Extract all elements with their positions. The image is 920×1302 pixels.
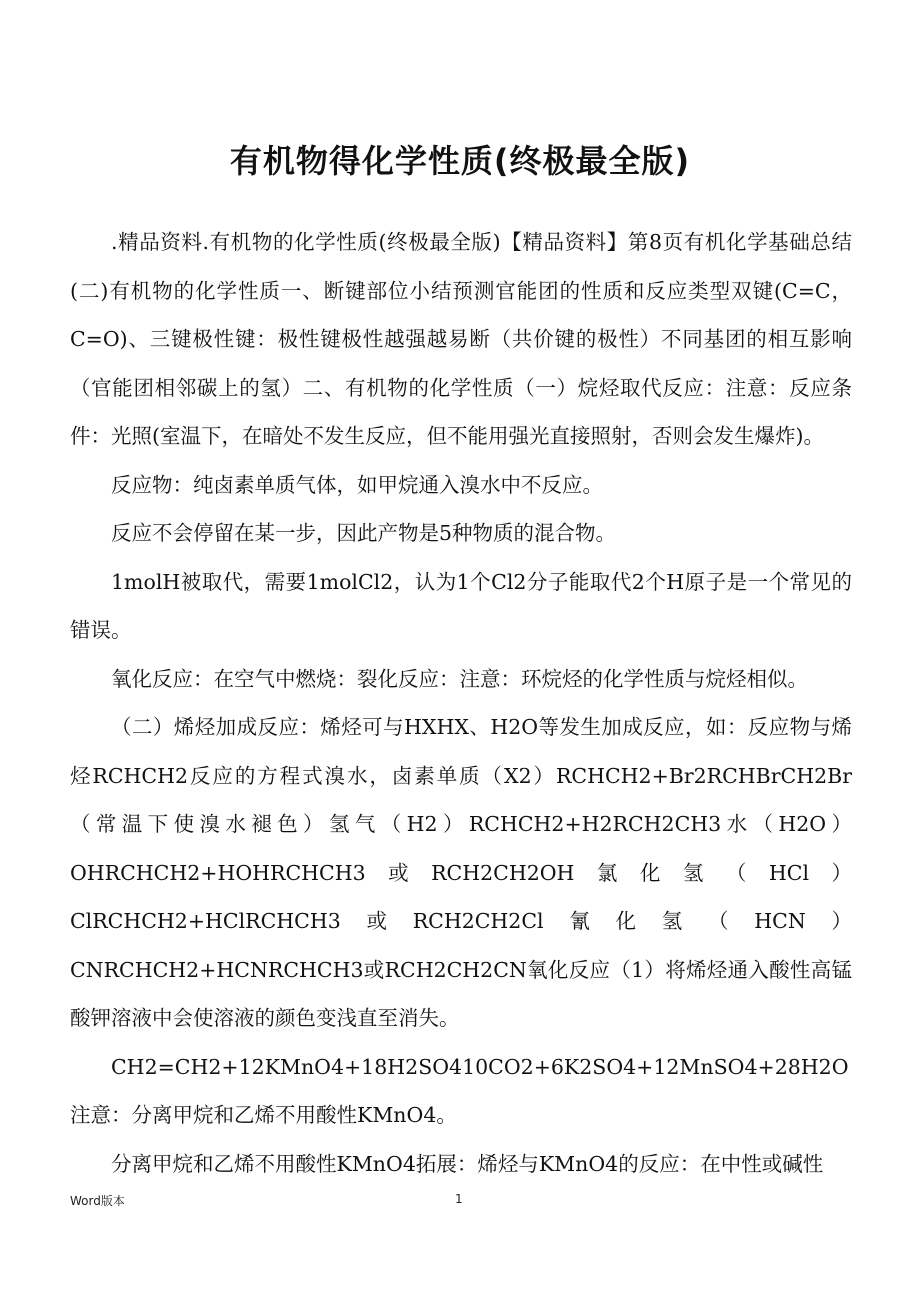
paragraph: 氧化反应：在空气中燃烧：裂化反应：注意：环烷烃的化学性质与烷烃相似。 [111,666,808,691]
document-body [70,218,852,1188]
footer-label: Word版本 [70,1194,125,1208]
page-number: 1 [455,1192,463,1206]
document-title: 有机物得化学性质(终极最全版) [229,142,691,180]
paragraph: 反应不会停留在某一步，因此产物是5种物质的混合物。 [111,521,617,545]
paragraph: .精品资料.有机物的化学性质(终极最全版)【精品资料】第8页有机化学基础总结(二)有机物的化学性质一、断键部位小结预测官能团的性质和反应类型双键(C=C，C=O)、三键极性键：极性键极性越强越易断（共价键的极性）不同基团的相互影响（官能团相邻碳上的氢）二、有机物的化学性质（一）烷烃取代反应：注意：反应条件：光照(室温下，在暗处不发生反应，但不能用强光直接照射，否则会发生爆炸)。 [70,230,852,448]
paragraph: （二）烯烃加成反应：烯烃可与HXHX、H2O等发生加成反应，如：反应物与烯烃RCHCH2反应的方程式溴水，卤素单质（X2）RCHCH2+Br2RCHBrCH2Br（常温下使溴水褪色）氢气（H2）RCHCH2+H2RCH2CH3水（H2O）OHRCHCH2+HOHRCHCH3或RCH2CH2OH氯化氢（HCl）ClRCHCH2+HClRCHCH3或RCH2CH2Cl氰化氢（HCN）CNRCHCH2+HCNRCHCH3或RCH2CH2CN氧化反应（1）将烯烃通入酸性高锰酸钾溶液中会使溶液的颜色变浅直至消失。 [70,715,852,1030]
paragraph: 1molH被取代，需要1molCl2，认为1个Cl2分子能取代2个H原子是一个常见的错误。 [70,569,852,642]
paragraph: 分离甲烷和乙烯不用酸性KMnO4拓展：烯烃与KMnO4的反应：在中性或碱性 [111,1151,824,1176]
paragraph: CH2=CH2+12KMnO4+18H2SO410CO2+6K2SO4+12MnSO4+28H2O注意：分离甲烷和乙烯不用酸性KMnO4。 [70,1054,849,1127]
paragraph: 反应物：纯卤素单质气体，如甲烷通入溴水中不反应。 [111,472,603,497]
